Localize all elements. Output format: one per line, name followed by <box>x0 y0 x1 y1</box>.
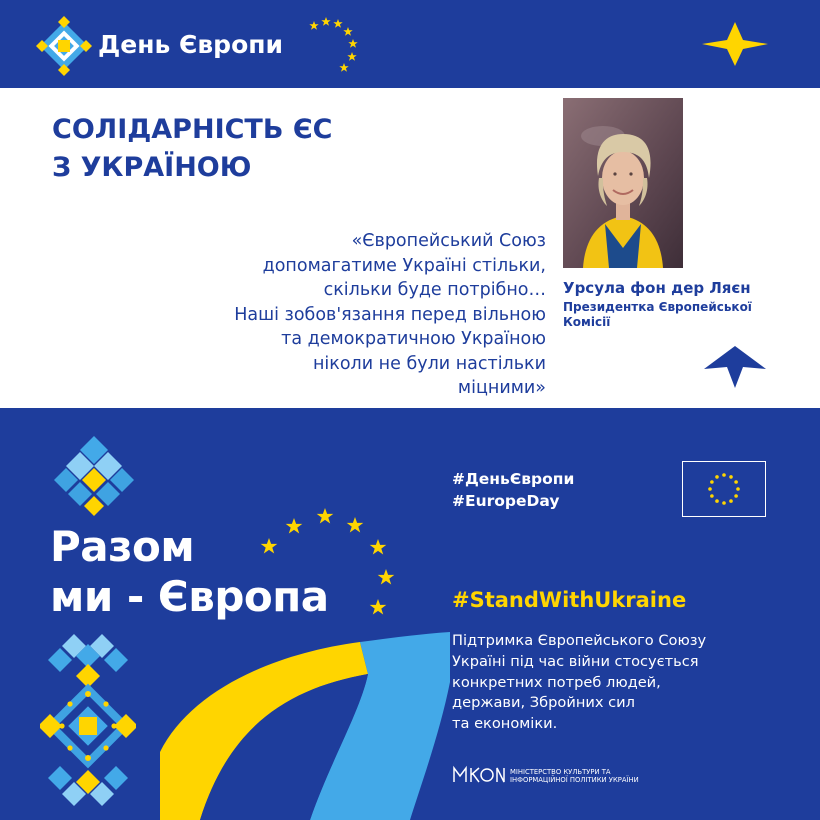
headline <box>52 111 332 187</box>
campaign-hashtag: #StandWithUkraine <box>452 588 687 612</box>
eu-stars-arc-icon <box>255 505 395 625</box>
slogan-line-1: Разом <box>50 522 195 571</box>
speaker-role-line-2: Комісії <box>563 315 611 329</box>
speaker-role <box>563 300 773 330</box>
slogan-line-2: ми - Європа <box>50 572 329 621</box>
ribbon-graphic <box>160 612 450 820</box>
speaker-name: Урсула фон дер Ляєн <box>563 279 751 297</box>
star-icon <box>702 22 768 66</box>
hashtag-europe-day-en: #EuropeDay <box>452 492 560 510</box>
portrait-photo <box>563 98 683 268</box>
ministry-name <box>510 768 639 784</box>
headline-line-1: СОЛІДАРНІСТЬ ЄС <box>52 114 333 145</box>
headline-line-2: З УКРАЇНОЮ <box>52 152 252 183</box>
ornament-icon <box>52 436 136 516</box>
ornament-icon <box>40 634 136 806</box>
eu-flag-icon <box>682 461 766 517</box>
ministry-name-line-2: ІНФОРМАЦІЙНОЇ ПОЛІТИКИ УКРАЇНИ <box>510 776 639 784</box>
page-title: День Європи <box>98 30 284 59</box>
hashtags <box>452 468 574 512</box>
arrow-up-icon <box>704 346 766 388</box>
campaign-text: Підтримка Європейського Союзу Україні під час війни стосується конкретних потреб людей, держави, Збройних сил та економіки. <box>452 632 707 733</box>
hashtag-europe-day-ua: #ДеньЄвропи <box>452 470 575 488</box>
ministry-logo-icon <box>452 764 506 784</box>
speaker-role-line-1: Президентка Європейської <box>563 300 752 314</box>
europe-day-logo-icon <box>36 16 92 76</box>
quote-text: «Європейський Союз допомагатиме Україні стільки, скільки буде потрібно… Наші зобов'язання перед вільною та демократичною Україною ніколи не були настільки міцними» <box>234 231 546 398</box>
eu-stars-arc-icon <box>300 14 362 76</box>
ministry-name-line-1: МІНІСТЕРСТВО КУЛЬТУРИ ТА <box>510 768 611 776</box>
